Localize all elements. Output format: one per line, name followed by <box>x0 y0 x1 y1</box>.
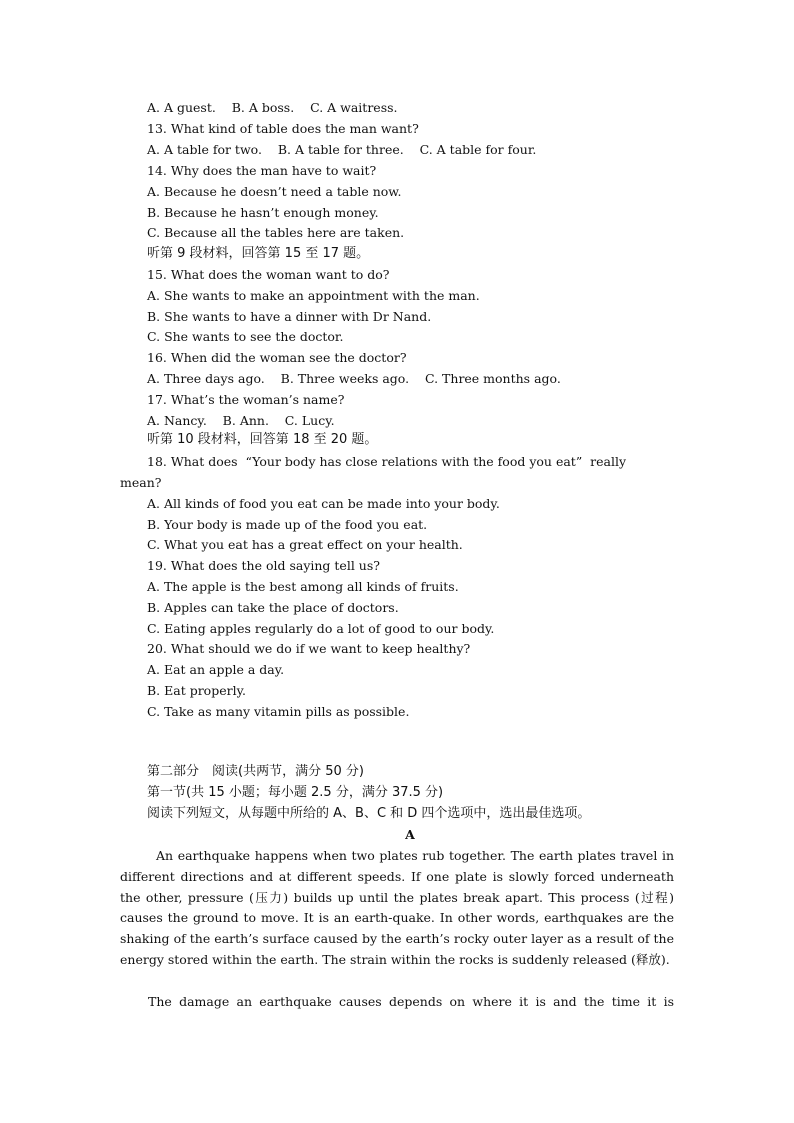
q15-question: 15. What does the woman want to do? <box>147 267 390 282</box>
q12-options: A. A guest. B. A boss. C. A waitress. <box>147 100 398 115</box>
material-9-instruction: 听第 9 段材料，回答第 15 至 17 题。 <box>147 246 370 261</box>
q18-question: 18. What does “Your body has close relations with the food you eat” really <box>147 454 627 469</box>
q16-options: A. Three days ago. B. Three weeks ago. C. Three months ago. <box>147 371 561 386</box>
part-two-title: 第二部分 阅读(共两节，满分 50 分) <box>147 764 364 779</box>
q17-question: 17. What’s the woman’s name? <box>147 392 345 407</box>
q19-option-a: A. The apple is the best among all kinds of fruits. <box>147 579 459 594</box>
q19-option-c: C. Eating apples regularly do a lot of good to our body. <box>147 621 495 636</box>
q18-option-a: A. All kinds of food you eat can be made into your body. <box>147 496 500 511</box>
q15-option-b: B. She wants to have a dinner with Dr Nand. <box>147 309 432 324</box>
q20-option-a: A. Eat an apple a day. <box>147 662 285 677</box>
q18-question-cont: mean? <box>120 475 162 490</box>
q20-option-b: B. Eat properly. <box>147 683 246 698</box>
passage-paragraph-2: The damage an earthquake causes depends on where it is and the time it is <box>148 994 674 1009</box>
q19-question: 19. What does the old saying tell us? <box>147 558 380 573</box>
passage-label: A <box>405 827 415 842</box>
q15-option-a: A. She wants to make an appointment with the man. <box>147 288 480 303</box>
q15-option-c: C. She wants to see the doctor. <box>147 329 344 344</box>
q14-question: 14. Why does the man have to wait? <box>147 163 377 178</box>
q20-question: 20. What should we do if we want to keep healthy? <box>147 641 471 656</box>
q17-options: A. Nancy. B. Ann. C. Lucy. <box>147 413 335 428</box>
passage-paragraph-1: An earthquake happens when two plates rub together. The earth plates travel in different directions and at different speeds. If one plate is slowly forced underneath the other, pressure (压力) builds up until the plates break apart. This process (过程) causes the ground to move. It is an earth-quake. In other words, earthquakes are the shaking of the earth’s surface caused by the earth’s rocky outer layer as a result of the energy stored within the earth. The strain within the rocks is suddenly released (释放). <box>120 848 674 967</box>
material-10-instruction: 听第 10 段材料，回答第 18 至 20 题。 <box>147 432 378 447</box>
reading-instruction: 阅读下列短文，从每题中所给的 A、B、C 和 D 四个选项中，选出最佳选项。 <box>147 806 591 821</box>
q13-question: 13. What kind of table does the man want? <box>147 121 419 136</box>
section-one-title: 第一节(共 15 小题；每小题 2.5 分，满分 37.5 分) <box>147 785 444 800</box>
q14-option-b: B. Because he hasn’t enough money. <box>147 205 379 220</box>
q14-option-c: C. Because all the tables here are taken. <box>147 225 405 240</box>
q16-question: 16. When did the woman see the doctor? <box>147 350 407 365</box>
q18-option-b: B. Your body is made up of the food you eat. <box>147 517 428 532</box>
q20-option-c: C. Take as many vitamin pills as possible. <box>147 704 410 719</box>
q18-option-c: C. What you eat has a great effect on your health. <box>147 537 463 552</box>
q14-option-a: A. Because he doesn’t need a table now. <box>147 184 402 199</box>
q19-option-b: B. Apples can take the place of doctors. <box>147 600 399 615</box>
q13-options: A. A table for two. B. A table for three. C. A table for four. <box>147 142 537 157</box>
